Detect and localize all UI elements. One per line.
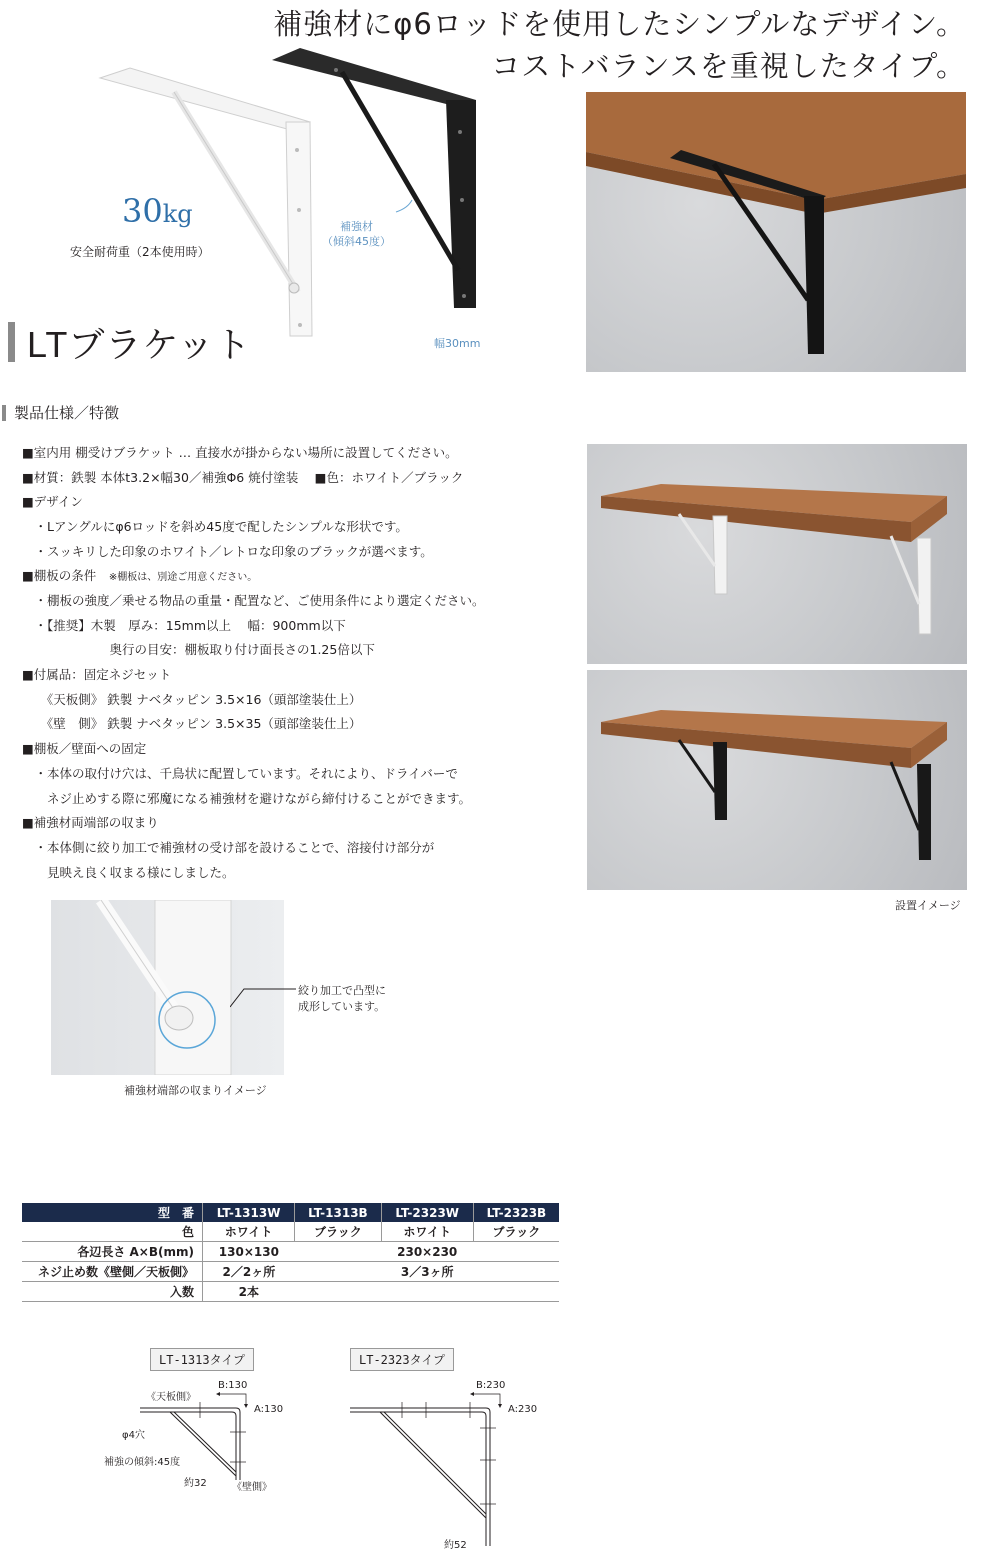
d1-wall-side: 《壁側》 (232, 1482, 272, 1493)
product-name: LTブラケット (27, 323, 252, 365)
spec-line-5: ・スッキリした印象のホワイト／レトロな印象のブラックが選べます。 (22, 544, 433, 559)
spec-line-18: 見映え良く収まる様にしました。 (22, 865, 235, 880)
table-cell: 3／3ヶ所 (381, 1262, 473, 1282)
load-value: 30 (122, 192, 163, 230)
header-model: 型 番 (22, 1203, 203, 1222)
specs-section-title: 製品仕様／特徴 (14, 404, 120, 422)
type1-label: LT-1313タイプ (150, 1348, 254, 1371)
header-lt2323b: LT-2323B (473, 1203, 559, 1222)
table-cell: 2本 (203, 1282, 295, 1302)
spec-line-14: ・本体の取付け穴は、千鳥状に配置しています。それにより、ドライバーで (22, 766, 458, 781)
table-cell (473, 1242, 559, 1262)
rod-label-line1: 補強材 (340, 220, 373, 233)
callout-leader (230, 985, 300, 1015)
spec-table (22, 1203, 559, 1302)
spec-line-11: 《天板側》 鉄製 ナベタッピン 3.5×16（頭部塗装仕上） (22, 692, 362, 707)
table-cell (295, 1242, 381, 1262)
spec-line-15: ネジ止めする際に邪魔になる補強材を避けながら締付けることができます。 (22, 791, 472, 806)
install-photo-black-top (586, 92, 966, 372)
callout-line1: 絞り加工で凸型に (298, 984, 386, 997)
table-cell (381, 1282, 473, 1302)
title-bar (8, 322, 15, 362)
spec-line-2: ■材質：鉄製 本体t3.2×幅30／補強Φ6 焼付塗装 ■色：ホワイト／ブラック (22, 470, 464, 485)
black-shelf-drawing (587, 670, 967, 890)
shelf-note: ※棚板は、別途ご用意ください。 (108, 572, 258, 583)
spec-line-12: 《壁 側》 鉄製 ナベタッピン 3.5×35（頭部塗装仕上） (22, 716, 362, 731)
specs-section-head (2, 402, 119, 423)
d1-approx: 約32 (184, 1478, 207, 1489)
d2-b: B:230 (476, 1380, 506, 1391)
header-lt2323w: LT-2323W (381, 1203, 473, 1222)
headline-line1: 補強材にφ6ロッドを使用したシンプルなデザイン。 (273, 7, 966, 41)
install-caption: 設置イメージ (895, 899, 961, 912)
table-cell (295, 1262, 381, 1282)
spec-line-4: ・Lアングルにφ6ロッドを斜め45度で配したシンプルな形状です。 (22, 519, 408, 534)
load-caption: 安全耐荷重（2本使用時） (70, 245, 210, 259)
spec-line-17: ・本体側に絞り加工で補強材の受け部を設けることで、溶接付け部分が (22, 840, 435, 855)
callout-line2: 成形しています。 (298, 1000, 386, 1013)
hero-brackets-image (90, 40, 520, 340)
table-cell (295, 1282, 381, 1302)
d1-b: B:130 (218, 1380, 248, 1391)
spec-line-6-text: ■棚板の条件 (22, 568, 97, 583)
table-cell: ブラック (473, 1222, 559, 1242)
table-cell: 130×130 (203, 1242, 295, 1262)
header-lt1313b: LT-1313B (295, 1203, 381, 1222)
d2-approx: 約52 (444, 1540, 467, 1551)
table-header-row (22, 1203, 559, 1222)
row-label-length: 各辺長さ A×B(mm) (22, 1242, 203, 1262)
spec-line-3: ■デザイン (22, 494, 83, 509)
spec-line-16: ■補強材両端部の収まり (22, 815, 159, 830)
d1-angle: 補強の傾斜:45度 (104, 1457, 181, 1468)
row-label-color: 色 (22, 1222, 203, 1242)
section-bar (2, 405, 6, 421)
spec-line-1: ■室内用 棚受けブラケット … 直接水が掛からない場所に設置してください。 (22, 445, 458, 460)
spec-line-9: 奥行の目安：棚板取り付け面長さの1.25倍以下 (22, 642, 375, 657)
white-shelf-drawing (587, 444, 967, 664)
detail-caption: 補強材端部の収まりイメージ (124, 1084, 267, 1097)
table-cell (473, 1282, 559, 1302)
spec-line-13: ■棚板／壁面への固定 (22, 741, 147, 756)
table-cell (473, 1262, 559, 1282)
header-lt1313w: LT-1313W (203, 1203, 295, 1222)
width-label: 幅30mm (434, 337, 481, 350)
row-label-qty: 入数 (22, 1282, 203, 1302)
install-photo-black (587, 670, 967, 890)
load-unit: kg (162, 200, 193, 228)
spec-line-8: ・【推奨】木製 厚み：15mm以上 幅：900mm以下 (22, 618, 346, 633)
table-cell: 2／2ヶ所 (203, 1262, 295, 1282)
table-row (22, 1282, 559, 1302)
d1-a: A:130 (254, 1404, 284, 1415)
d2-a: A:230 (508, 1404, 538, 1415)
d1-hole: φ4穴 (122, 1430, 145, 1441)
rod-label-line2: （傾斜45度） (322, 235, 391, 248)
table-cell: ホワイト (381, 1222, 473, 1242)
table-cell: ホワイト (203, 1222, 295, 1242)
table-row (22, 1262, 559, 1282)
d1-top-side: 《天板側》 (146, 1392, 196, 1403)
table-cell: 230×230 (381, 1242, 473, 1262)
type2-label: LT-2323タイプ (350, 1348, 454, 1371)
table-row (22, 1222, 559, 1242)
spec-line-6 (22, 566, 257, 584)
spec-line-7: ・棚板の強度／乗せる物品の重量・配置など、ご使用条件により選定ください。 (22, 593, 485, 608)
table-cell: ブラック (295, 1222, 381, 1242)
install-photo-white (587, 444, 967, 664)
product-title (8, 318, 252, 366)
shelf-drawing (586, 92, 966, 372)
row-label-screws: ネジ止め数《壁側／天板側》 (22, 1262, 203, 1282)
table-row (22, 1242, 559, 1262)
spec-line-10: ■付属品：固定ネジセット (22, 667, 172, 682)
headline-line2: コストバランスを重視したタイプ。 (491, 49, 966, 83)
load-rating (122, 192, 193, 230)
